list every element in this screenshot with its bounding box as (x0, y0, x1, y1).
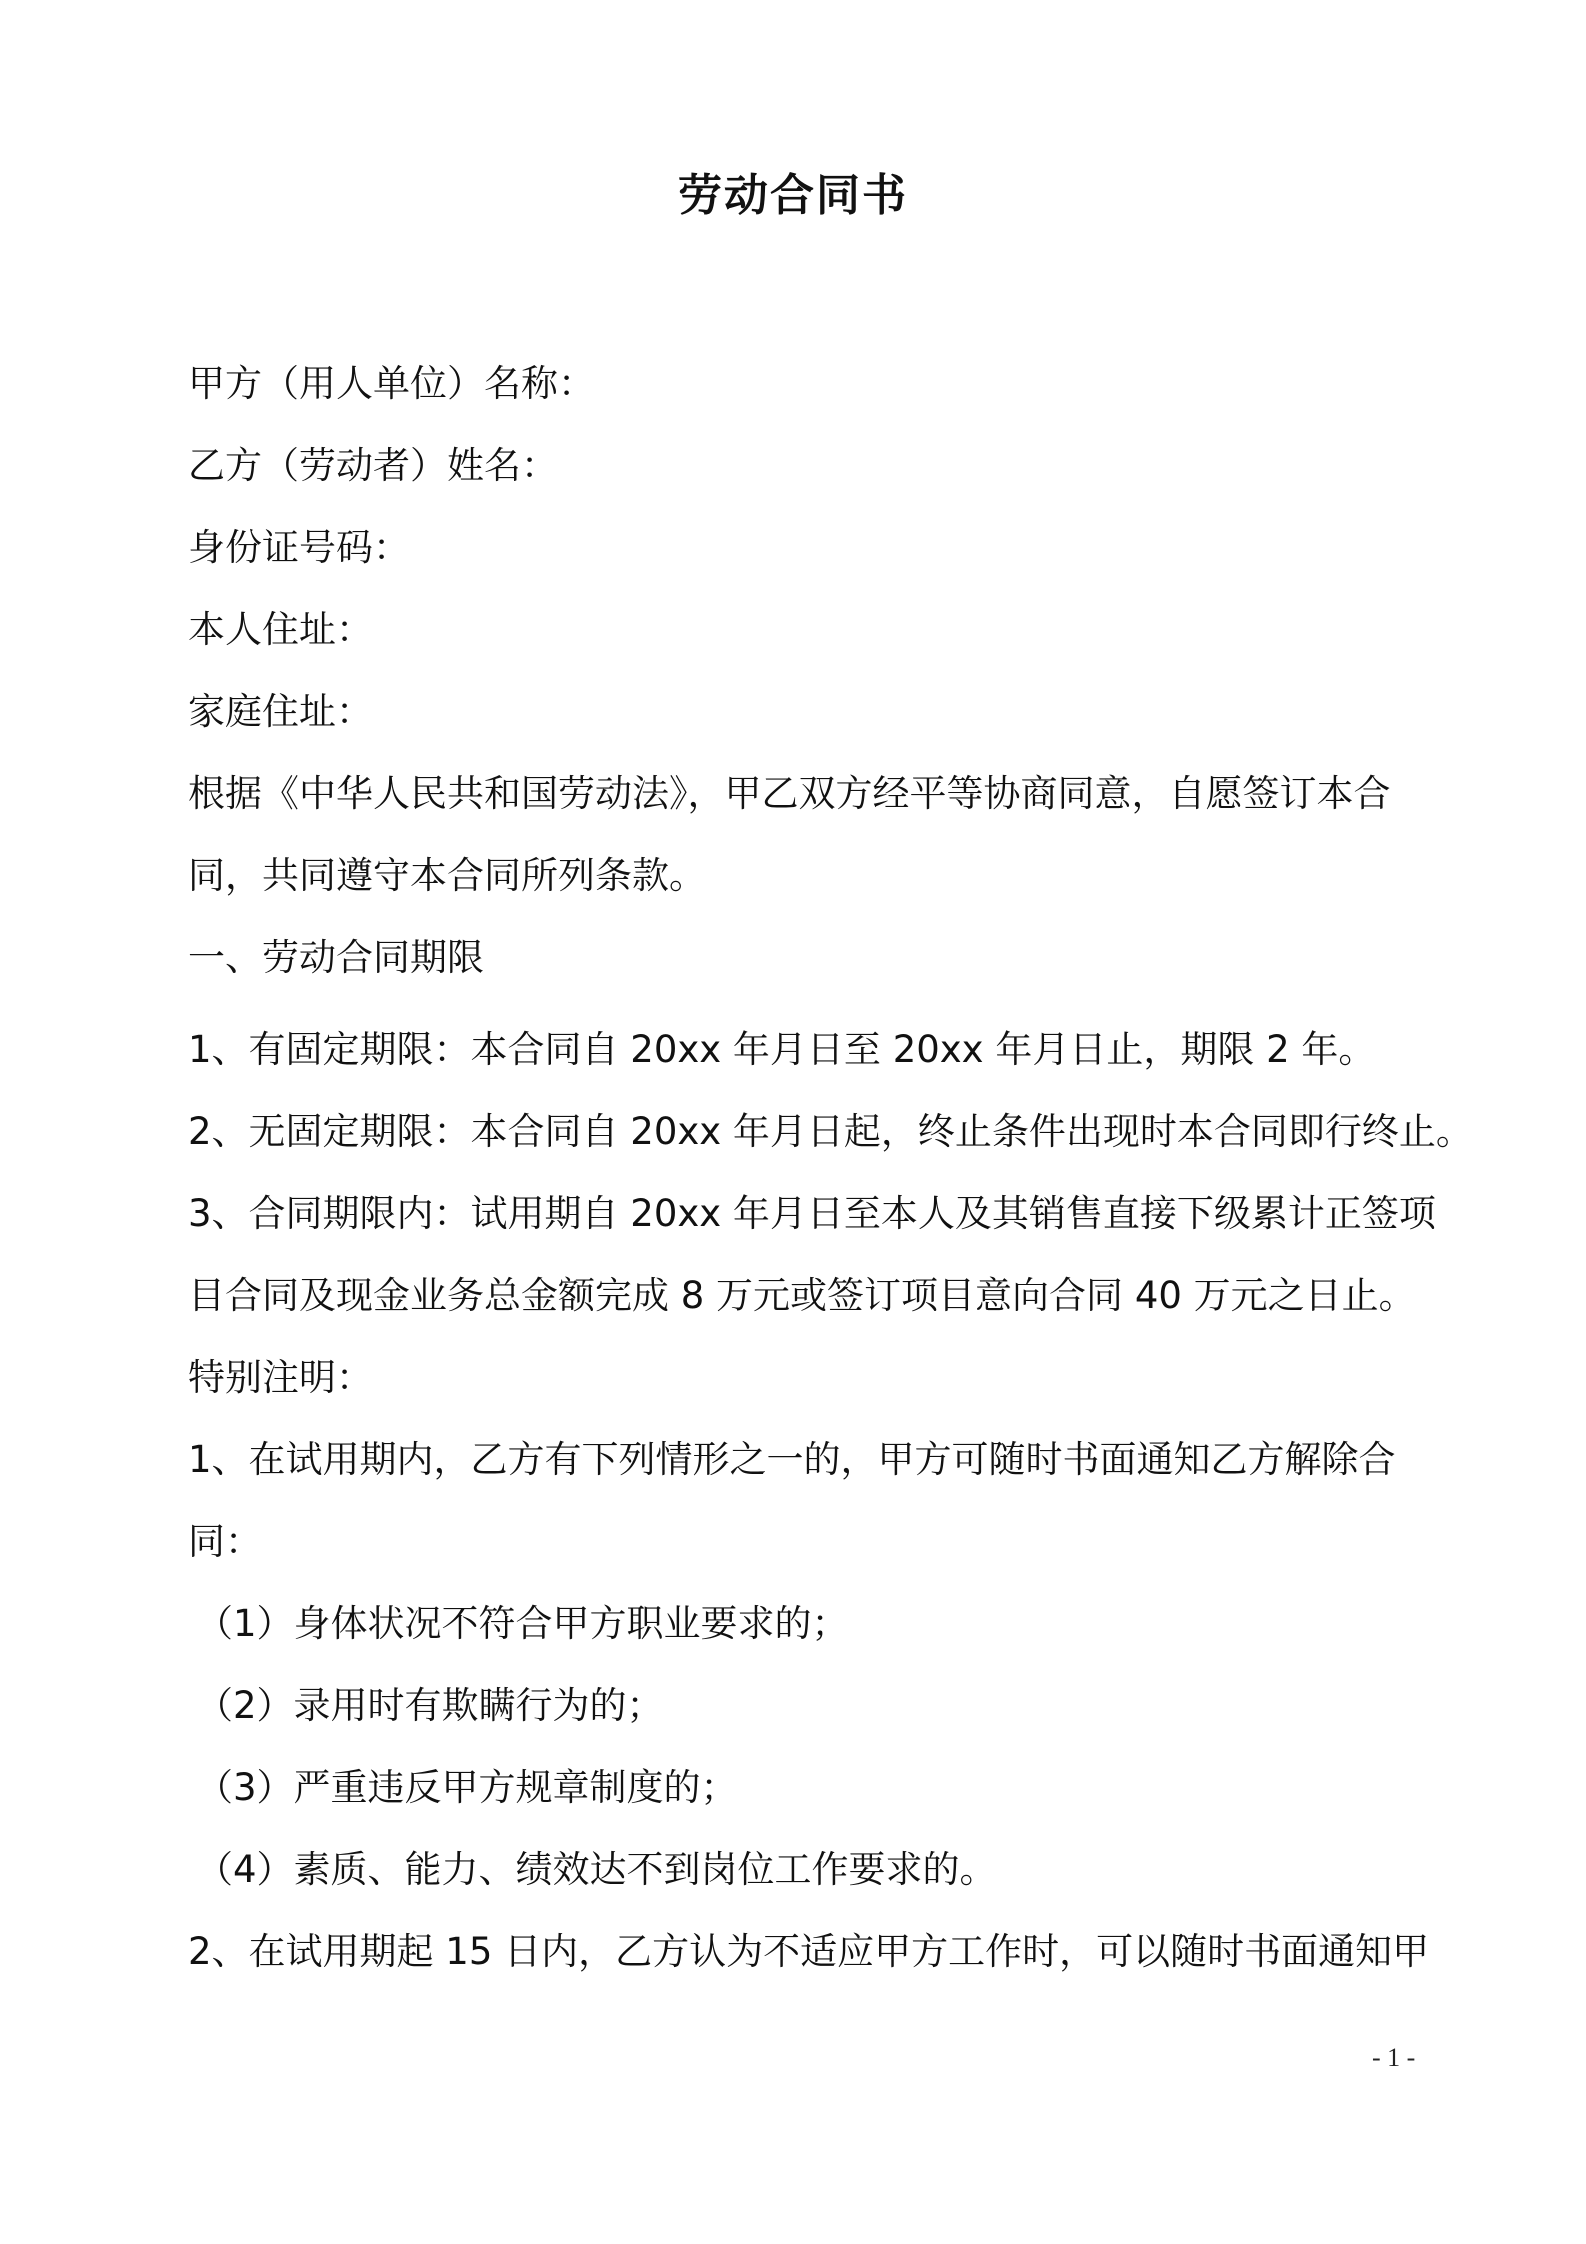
document-title: 劳动合同书 (678, 170, 908, 221)
home-address-line: 家庭住址： (188, 690, 373, 733)
note-1-item-4: （4）素质、能力、绩效达不到岗位工作要求的。 (196, 1848, 997, 1891)
party-a-name-line: 甲方（用人单位）名称： (188, 362, 595, 405)
section-heading-term: 一、劳动合同期限 (188, 936, 484, 979)
note-1-item-1: （1）身体状况不符合甲方职业要求的； (196, 1602, 849, 1645)
id-number-line: 身份证号码： (188, 526, 410, 569)
note-1-line-1: 1、在试用期内，乙方有下列情形之一的，甲方可随时书面通知乙方解除合 (188, 1438, 1396, 1481)
note-1-line-2: 同： (188, 1520, 262, 1563)
personal-address-line: 本人住址： (188, 608, 373, 651)
clause-probation-line-2: 目合同及现金业务总金额完成 8 万元或签订项目意向合同 40 万元之日止。 (188, 1274, 1416, 1317)
preamble-line-2: 同，共同遵守本合同所列条款。 (188, 854, 706, 897)
clause-probation-line-1: 3、合同期限内：试用期自 20xx 年月日至本人及其销售直接下级累计正签项 (188, 1192, 1436, 1235)
special-note-heading: 特别注明： (188, 1356, 373, 1399)
note-1-item-3: （3）严重违反甲方规章制度的； (196, 1766, 738, 1809)
party-b-name-line: 乙方（劳动者）姓名： (188, 444, 558, 487)
clause-fixed-term: 1、有固定期限：本合同自 20xx 年月日至 20xx 年月日止，期限 2 年。 (188, 1028, 1376, 1071)
preamble-line-1: 根据《中华人民共和国劳动法》，甲乙双方经平等协商同意，自愿签订本合 (188, 772, 1391, 815)
note-2-line-1: 2、在试用期起 15 日内，乙方认为不适应甲方工作时，可以随时书面通知甲 (188, 1930, 1430, 1973)
page-number: - 1 - (1372, 2043, 1416, 2072)
note-1-item-2: （2）录用时有欺瞒行为的； (196, 1684, 664, 1727)
clause-open-term: 2、无固定期限：本合同自 20xx 年月日起，终止条件出现时本合同即行终止。 (188, 1110, 1473, 1153)
